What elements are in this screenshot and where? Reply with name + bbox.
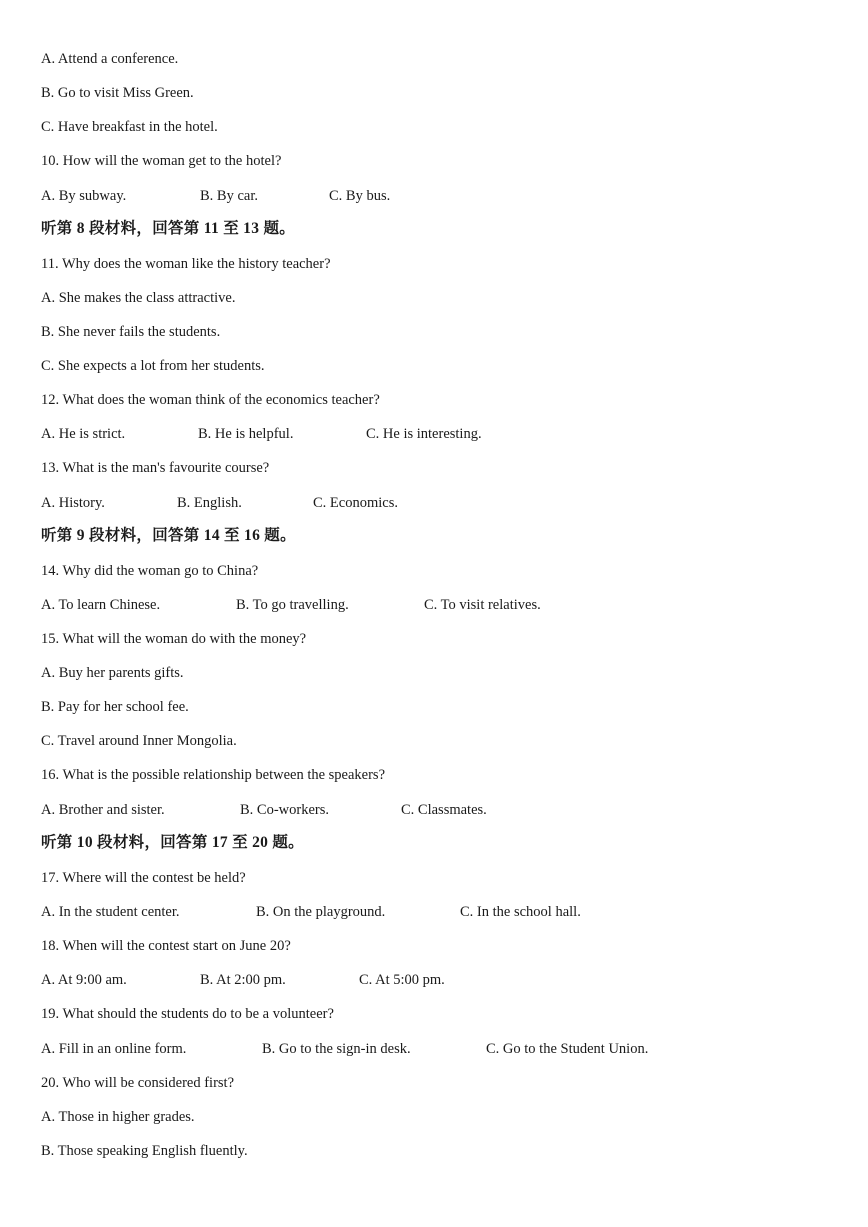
option-text: A. To learn Chinese. [41,597,161,613]
option-text: C. By bus. [329,188,391,204]
option-text: A. Brother and sister. [41,802,165,818]
option-row [41,425,821,443]
question-text: 20. Who will be considered first? [41,1075,235,1091]
option-text: B. At 2:00 pm. [200,972,286,988]
option-text: B. Pay for her school fee. [41,699,189,715]
option-text: B. To go travelling. [236,597,349,613]
question-text: 15. What will the woman do with the money? [41,631,307,647]
question-text: 17. Where will the contest be held? [41,870,246,886]
option-text: C. Have breakfast in the hotel. [41,119,218,135]
section-heading: 听第 9 段材料，回答第 14 至 16 题。 [41,527,296,544]
option-text: C. In the school hall. [460,904,581,920]
option-text: A. Attend a conference. [41,51,179,67]
option-text: A. Buy her parents gifts. [41,665,184,681]
option-text: B. English. [177,495,242,511]
question-text: 10. How will the woman get to the hotel? [41,153,282,169]
option-text: B. She never fails the students. [41,324,221,340]
option-row [41,596,821,614]
option-text: B. By car. [200,188,258,204]
option-text: C. Go to the Student Union. [486,1041,649,1057]
option-row [41,971,821,989]
option-row [41,187,821,205]
option-text: C. At 5:00 pm. [359,972,445,988]
option-text: A. By subway. [41,188,127,204]
option-text: B. Co-workers. [240,802,330,818]
option-text: B. Go to visit Miss Green. [41,85,194,101]
question-text: 12. What does the woman think of the economics teacher? [41,392,380,408]
option-text: A. At 9:00 am. [41,972,127,988]
question-text: 19. What should the students do to be a volunteer? [41,1006,334,1022]
option-text: A. He is strict. [41,426,126,442]
question-text: 11. Why does the woman like the history teacher? [41,256,331,272]
option-text: A. In the student center. [41,904,180,920]
option-text: B. Go to the sign-in desk. [262,1041,411,1057]
option-row [41,494,821,512]
question-text: 13. What is the man's favourite course? [41,460,270,476]
option-text: C. Classmates. [401,802,487,818]
option-text: C. To visit relatives. [424,597,541,613]
option-row [41,903,821,921]
option-row [41,1040,821,1058]
section-heading: 听第 8 段材料，回答第 11 至 13 题。 [41,220,296,237]
option-text: A. Those in higher grades. [41,1109,195,1125]
option-text: A. She makes the class attractive. [41,290,236,306]
option-text: A. History. [41,495,105,511]
option-text: B. Those speaking English fluently. [41,1143,248,1159]
option-text: C. Economics. [313,495,398,511]
option-text: C. He is interesting. [366,426,482,442]
option-text: B. He is helpful. [198,426,294,442]
option-text: C. She expects a lot from her students. [41,358,265,374]
question-text: 16. What is the possible relationship between the speakers? [41,767,386,783]
option-text: B. On the playground. [256,904,386,920]
section-heading: 听第 10 段材料，回答第 17 至 20 题。 [41,834,304,851]
question-text: 18. When will the contest start on June 20? [41,938,291,954]
question-text: 14. Why did the woman go to China? [41,563,259,579]
option-text: A. Fill in an online form. [41,1041,187,1057]
option-text: C. Travel around Inner Mongolia. [41,733,237,749]
option-row [41,801,821,819]
